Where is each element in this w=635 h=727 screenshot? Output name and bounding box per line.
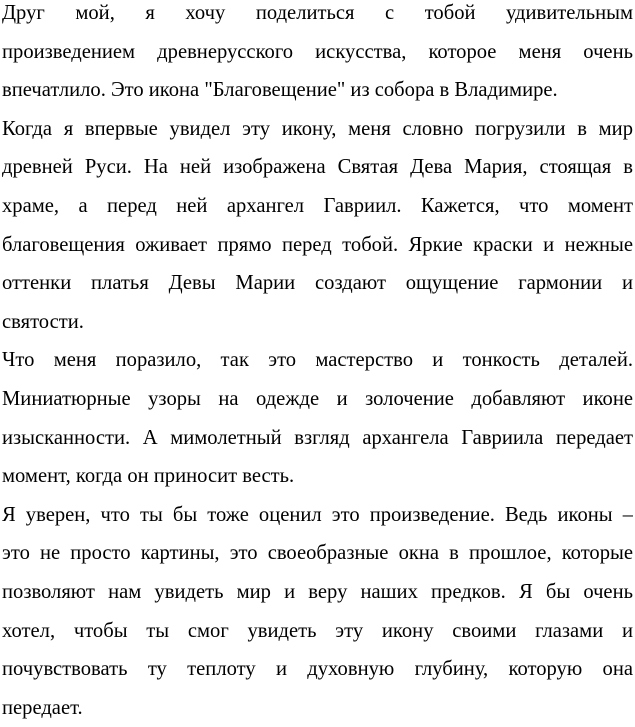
paragraph-conclusion xyxy=(2,496,633,727)
text-line: впечатлило. Это икона "Благовещение" из собора в Владимире. xyxy=(2,79,558,102)
text-line: Когда я впервые увидел эту икону, меня словно погрузили в мир xyxy=(2,117,633,140)
paragraph-details xyxy=(2,341,633,495)
text-line: Друг мой, я хочу поделиться с тобой удивительным xyxy=(2,2,633,24)
text-line: произведением древнерусского искусства, которое меня очень xyxy=(2,40,633,63)
letter-body xyxy=(2,0,633,727)
text-line: древней Руси. На ней изображена Святая Дева Мария, стоящая в xyxy=(2,156,633,179)
text-line: Я уверен, что ты бы тоже оценил это произведение. Ведь иконы – xyxy=(2,503,633,526)
text-line: Миниатюрные узоры на одежде и золочение добавляют иконе xyxy=(2,387,633,410)
text-line: передает. xyxy=(2,696,83,719)
text-line: оттенки платья Девы Марии создают ощущение гармонии и xyxy=(2,272,633,295)
text-line: святости. xyxy=(2,310,84,333)
text-line: почувствовать ту теплоту и духовную глубину, которую она xyxy=(2,658,633,681)
text-line: момент, когда он приносит весть. xyxy=(2,465,295,488)
text-line: изысканности. А мимолетный взгляд архангела Гавриила передает xyxy=(2,426,633,449)
paragraph-intro xyxy=(2,0,633,110)
text-line: это не просто картины, это своеобразные окна в прошлое, которые xyxy=(2,542,633,565)
text-line: благовещения оживает прямо перед тобой. Яркие краски и нежные xyxy=(2,233,633,256)
paragraph-first-impression xyxy=(2,110,633,342)
text-line: хотел, чтобы ты смог увидеть эту икону своими глазами и xyxy=(2,619,633,642)
text-line: позволяют нам увидеть мир и веру наших предков. Я бы очень xyxy=(2,580,633,603)
text-line: Что меня поразило, так это мастерство и тонкость деталей. xyxy=(2,349,633,372)
text-line: храме, а перед ней архангел Гавриил. Кажется, что момент xyxy=(2,194,633,217)
